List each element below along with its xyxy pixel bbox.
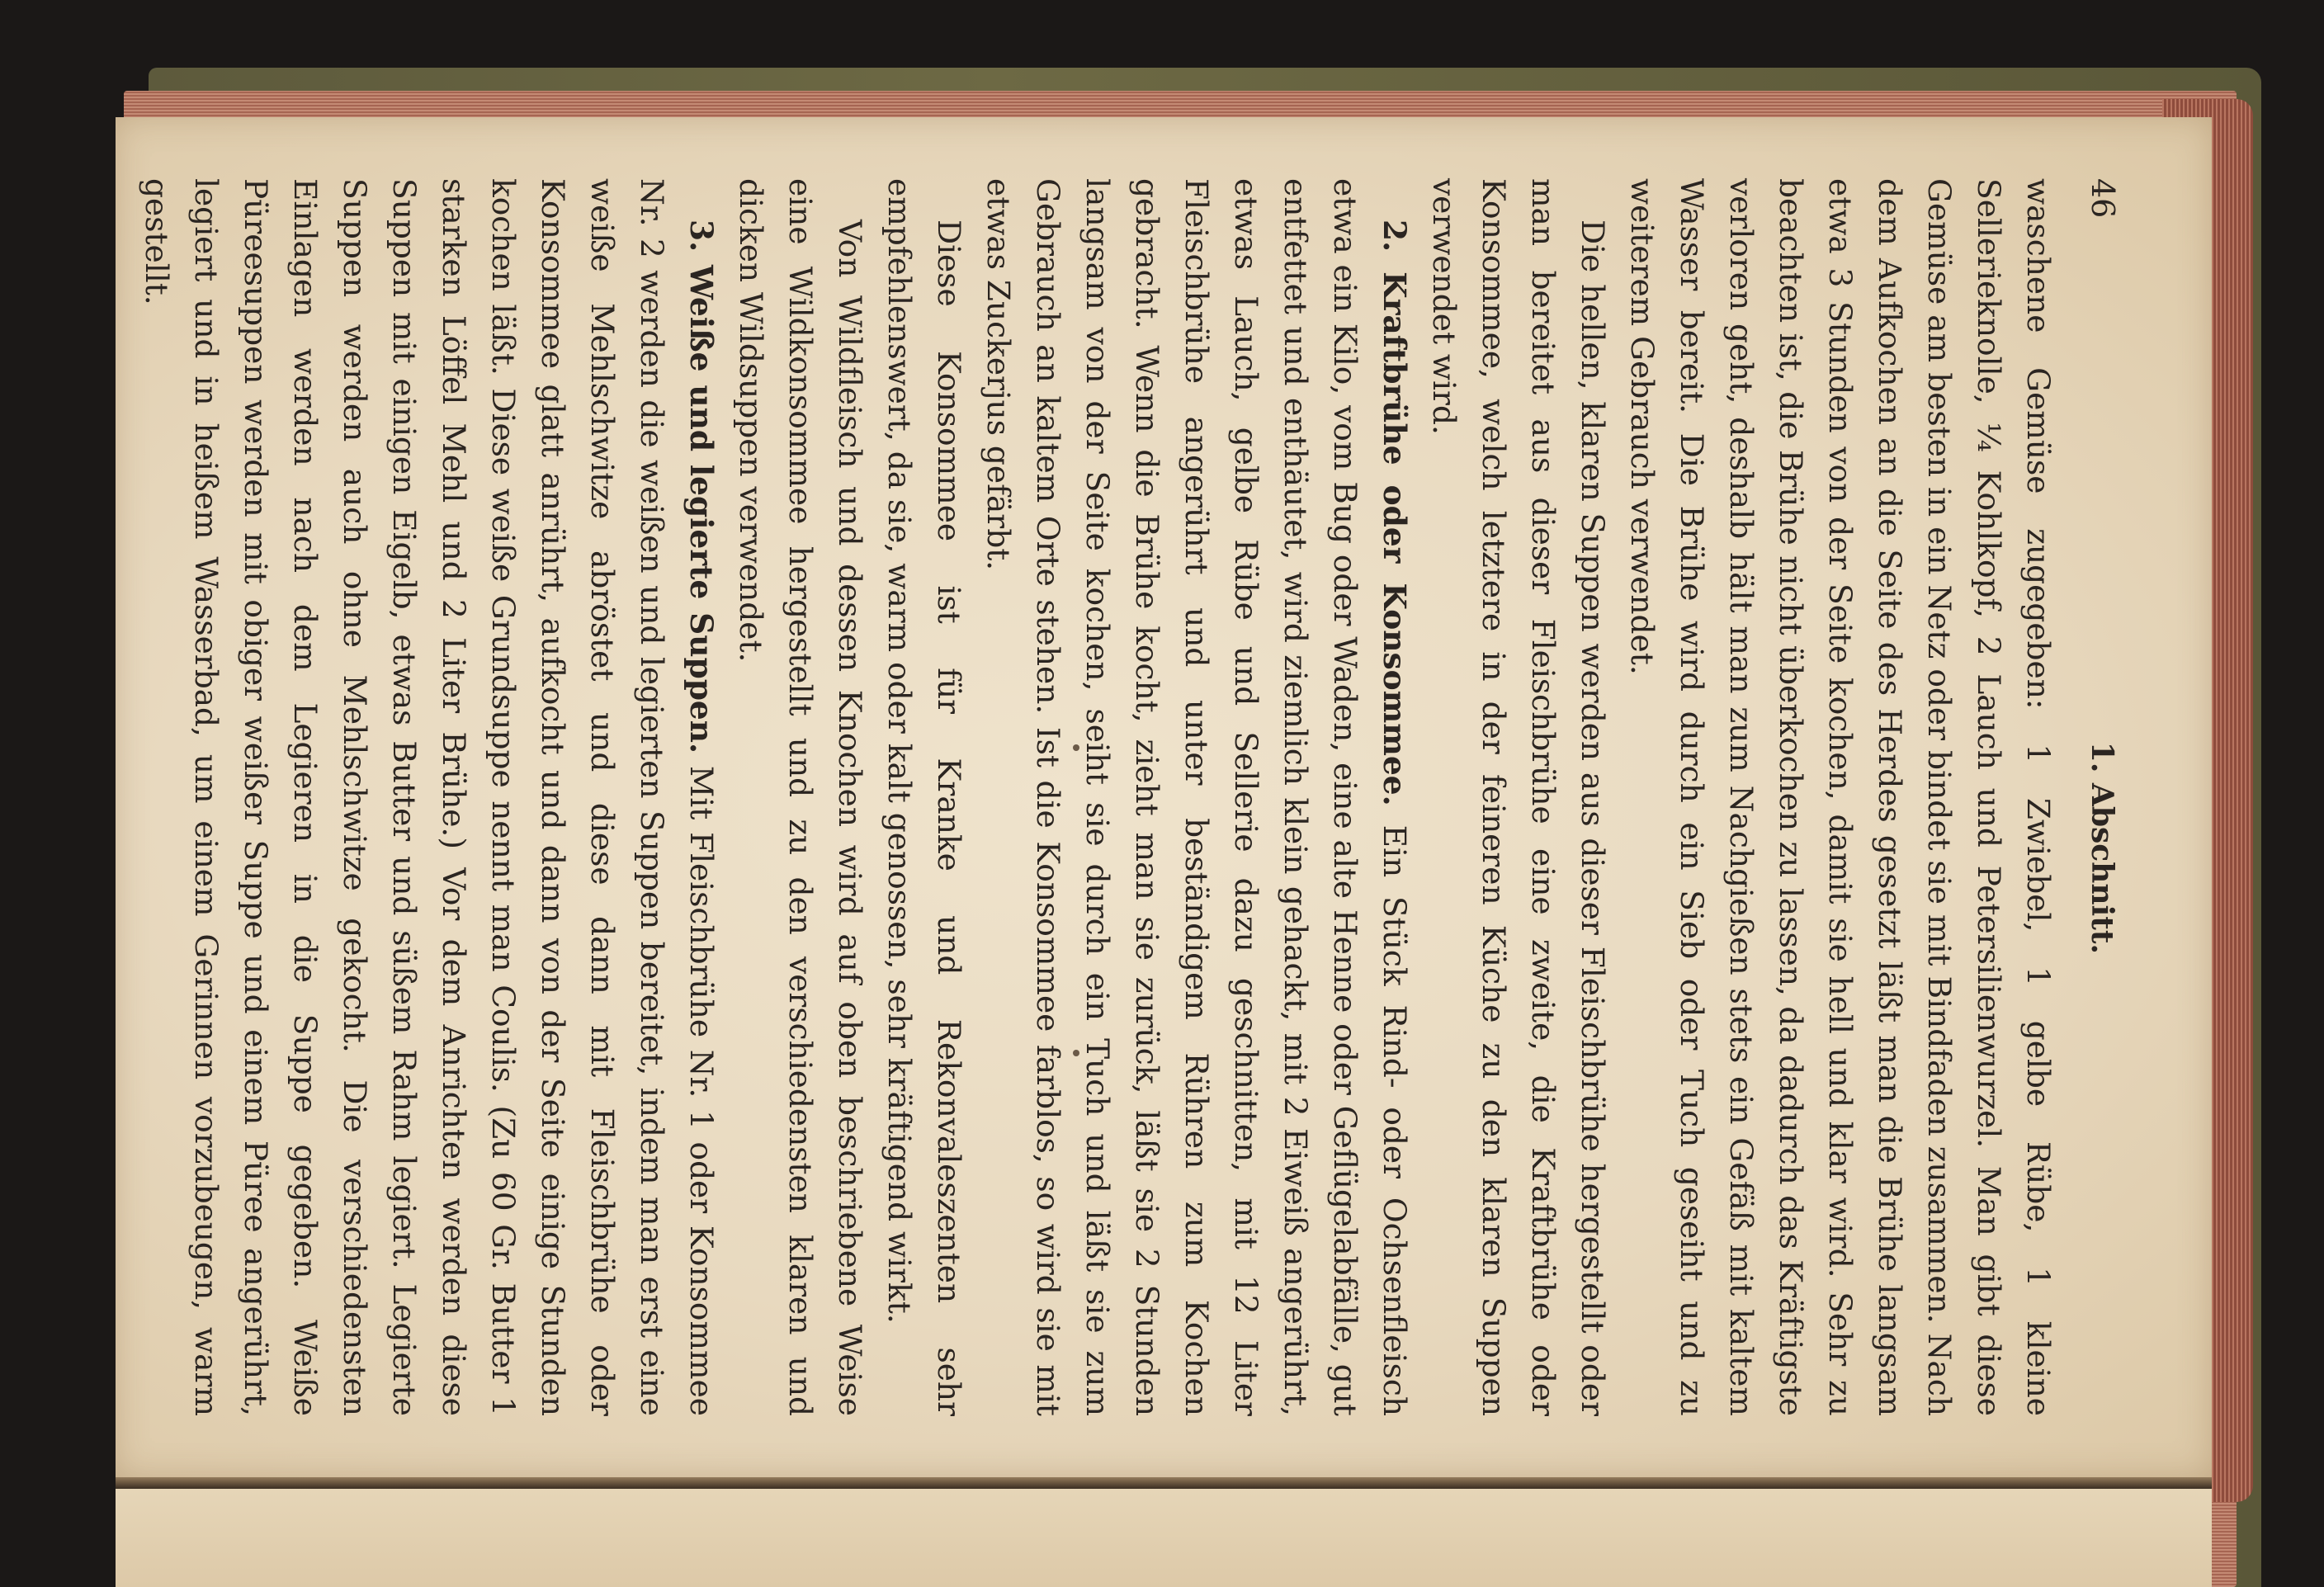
page-number: 46 (2085, 178, 2121, 219)
section-3 (132, 178, 726, 1416)
facing-page (116, 1485, 2212, 1587)
page-header (2085, 178, 2121, 1416)
section-text: Ein Stück Rind- oder Ochsenfleisch etwa ein Kilo, vom Bug oder Waden, eine alte Henne oder Geflügelabfälle, gut entfettet und enthäutet, wird ziemlich klein gehackt, mit 2 Eiweiß angerührt, etwas Lauch, gelbe Rübe und Sellerie dazu geschnitten, mit 12 Liter Fleischbrühe angerührt und unter beständigem Rühren zum Kochen gebracht. Wenn die Brühe kocht, zieht man sie zurück, läßt sie 2 Stunden langsam von der Seite kochen, seiht sie durch ein Tuch und läßt sie zum Gebrauch an kaltem Orte stehen. Ist die Konsommee farblos, so wird sie mit etwas Zuckerjus gefärbt. (980, 178, 1413, 1416)
paragraph: Diese Konsommee ist für Kranke und Rekonvaleszenten sehr empfehlenswert, da sie, warm oder kalt genossen, sehr kräftigend wirkt. (881, 178, 967, 1416)
section-text: Mit Fleischbrühe Nr. 1 oder Konsommee Nr. 2 werden die weißen und legierten Suppen bereitet, indem man erst eine weiße Mehlschwitze abröstet und diese dann mit Fleischbrühe oder Konsommee glatt anrührt, aufkocht und dann von der Seite einige Stunden kochen läßt. Diese weiße Grundsuppe nennt man Coulis. (Zu 60 Gr. Butter 1 starken Löffel Mehl und 2 Liter Brühe.) Vor dem Anrichten werden diese Suppen mit einigen Eigelb, etwas Butter und süßem Rahm legiert. Legierte Suppen werden auch ohne Mehlschwitze gekocht. Die verschiedensten Einlagen werden nach dem Legieren in die Suppe gegeben. Weiße Püreesuppen werden mit obiger weißer Suppe und einem Püree angerührt, legiert und in heißem Wasserbad, um einem Gerinnen vorzubeugen, warm gestellt. (139, 178, 720, 1416)
chapter-title: 1. Abschnitt. (2085, 741, 2119, 954)
section-heading: 3. Weiße und legierte Suppen. (683, 220, 720, 754)
section-2 (974, 178, 1419, 1416)
paragraph: Die hellen, klaren Suppen werden aus dieser Fleischbrühe hergestellt oder man bereitet aus dieser Fleischbrühe eine zweite, die Kraftbrühe oder Konsommee, welch letztere in der feineren Küche zu den klaren Suppen verwendet wird. (1426, 178, 1611, 1416)
book-page (116, 117, 2212, 1477)
paragraph: waschene Gemüse zugegeben: 1 Zwiebel, 1 gelbe Rübe, 1 kleine Sellerieknolle, ¼ Kohlkopf, 2 Lauch und Petersilienwurzel. Man gibt diese Gemüse am besten in ein Netz oder bindet sie mit Bindfaden zusammen. Nach dem Aufkochen an die Seite des Herdes gesetzt läßt man die Brühe langsam etwa 3 Stunden von der Seite kochen, damit sie hell und klar wird. Sehr zu beachten ist, die Brühe nicht überkochen zu lassen, da dadurch das Kräftigste verloren geht, deshalb hält man zum Nachgießen stets ein Gefäß mit kaltem Wasser bereit. Die Brühe wird durch ein Sieb oder Tuch geseiht und zu weiterem Gebrauch verwendet. (1624, 178, 2057, 1416)
paragraph: Von Wildfleisch und dessen Knochen wird auf oben beschriebene Weise eine Wildkonsommee hergestellt und zu den verschiedensten klaren und dicken Wildsuppen verwendet. (733, 178, 868, 1416)
section-heading: 2. Kraftbrühe oder Konsommee. (1377, 220, 1413, 806)
page-text (139, 178, 2121, 1416)
